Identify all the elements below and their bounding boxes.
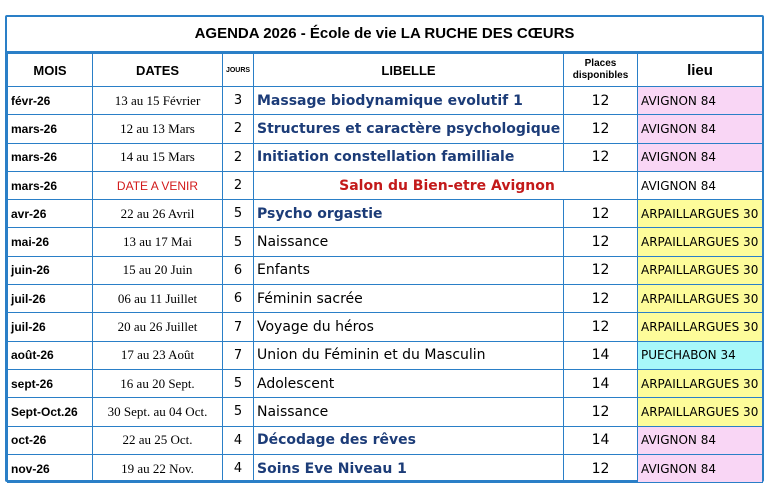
table-row	[8, 398, 763, 426]
cell-jours: 6	[223, 285, 254, 313]
cell-libelle: Salon du Bien-etre Avignon	[254, 171, 638, 199]
table-row	[8, 285, 763, 313]
cell-jours: 5	[223, 369, 254, 397]
cell-jours: 4	[223, 426, 254, 454]
cell-dates: 30 Sept. au 04 Oct.	[93, 398, 223, 426]
table-row	[8, 87, 763, 115]
cell-lieu: AVIGNON 84	[638, 454, 763, 482]
cell-dates: 06 au 11 Juillet	[93, 285, 223, 313]
header-places: Places disponibles	[564, 54, 638, 87]
header-row	[8, 54, 763, 87]
cell-jours: 4	[223, 454, 254, 482]
cell-places: 12	[564, 200, 638, 228]
cell-libelle: Féminin sacrée	[254, 285, 564, 313]
cell-libelle: Union du Féminin et du Masculin	[254, 341, 564, 369]
table-row	[8, 369, 763, 397]
cell-mois: oct-26	[8, 426, 93, 454]
cell-libelle: Décodage des rêves	[254, 426, 564, 454]
cell-libelle: Naissance	[254, 398, 564, 426]
cell-libelle: Enfants	[254, 256, 564, 284]
cell-jours: 5	[223, 200, 254, 228]
cell-jours: 5	[223, 398, 254, 426]
cell-jours: 6	[223, 256, 254, 284]
cell-places: 12	[564, 256, 638, 284]
cell-jours: 2	[223, 115, 254, 143]
cell-jours: 7	[223, 341, 254, 369]
cell-places: 12	[564, 285, 638, 313]
cell-lieu: ARPAILLARGUES 30	[638, 398, 763, 426]
cell-libelle: Naissance	[254, 228, 564, 256]
cell-places: 12	[564, 87, 638, 115]
cell-dates: 19 au 22 Nov.	[93, 454, 223, 482]
cell-mois: août-26	[8, 341, 93, 369]
cell-places: 14	[564, 426, 638, 454]
table-row	[8, 228, 763, 256]
agenda-title: AGENDA 2026 - École de vie LA RUCHE DES CŒURS	[7, 17, 762, 53]
cell-libelle: Soins Eve Niveau 1	[254, 454, 564, 482]
cell-places: 14	[564, 341, 638, 369]
header-jours: JOURS	[223, 54, 254, 87]
cell-lieu: AVIGNON 84	[638, 426, 763, 454]
header-libelle: LIBELLE	[254, 54, 564, 87]
cell-mois: juil-26	[8, 285, 93, 313]
cell-mois: juin-26	[8, 256, 93, 284]
table-row	[8, 200, 763, 228]
cell-jours: 3	[223, 87, 254, 115]
cell-mois: mars-26	[8, 143, 93, 171]
cell-places: 14	[564, 369, 638, 397]
cell-places: 12	[564, 228, 638, 256]
cell-mois: Sept-Oct.26	[8, 398, 93, 426]
cell-lieu: ARPAILLARGUES 30	[638, 256, 763, 284]
header-dates: DATES	[93, 54, 223, 87]
cell-dates: 13 au 15 Février	[93, 87, 223, 115]
table-row	[8, 426, 763, 454]
table-row	[8, 171, 763, 199]
cell-libelle: Voyage du héros	[254, 313, 564, 341]
cell-places: 12	[564, 454, 638, 482]
table-row	[8, 454, 763, 482]
cell-libelle: Initiation constellation familliale	[254, 143, 564, 171]
cell-mois: nov-26	[8, 454, 93, 482]
cell-lieu: ARPAILLARGUES 30	[638, 369, 763, 397]
cell-jours: 5	[223, 228, 254, 256]
cell-dates: 22 au 26 Avril	[93, 200, 223, 228]
cell-libelle: Structures et caractère psychologique	[254, 115, 564, 143]
cell-places: 12	[564, 398, 638, 426]
header-lieu: lieu	[638, 54, 763, 87]
cell-dates: 14 au 15 Mars	[93, 143, 223, 171]
cell-lieu: PUECHABON 34	[638, 341, 763, 369]
cell-dates: 12 au 13 Mars	[93, 115, 223, 143]
cell-dates: 16 au 20 Sept.	[93, 369, 223, 397]
cell-lieu: AVIGNON 84	[638, 171, 763, 199]
table-row	[8, 115, 763, 143]
cell-jours: 2	[223, 143, 254, 171]
table-row	[8, 143, 763, 171]
cell-dates: 17 au 23 Août	[93, 341, 223, 369]
cell-lieu: ARPAILLARGUES 30	[638, 285, 763, 313]
cell-mois: avr-26	[8, 200, 93, 228]
cell-mois: mars-26	[8, 171, 93, 199]
cell-places: 12	[564, 313, 638, 341]
cell-mois: juil-26	[8, 313, 93, 341]
cell-places: 12	[564, 143, 638, 171]
cell-lieu: ARPAILLARGUES 30	[638, 228, 763, 256]
cell-libelle: Psycho orgastie	[254, 200, 564, 228]
agenda-frame	[5, 15, 764, 482]
cell-dates: 20 au 26 Juillet	[93, 313, 223, 341]
cell-lieu: ARPAILLARGUES 30	[638, 200, 763, 228]
cell-lieu: AVIGNON 84	[638, 115, 763, 143]
cell-mois: mai-26	[8, 228, 93, 256]
cell-jours: 7	[223, 313, 254, 341]
cell-lieu: AVIGNON 84	[638, 143, 763, 171]
header-mois: MOIS	[8, 54, 93, 87]
table-row	[8, 256, 763, 284]
table-row	[8, 313, 763, 341]
cell-mois: sept-26	[8, 369, 93, 397]
cell-libelle: Adolescent	[254, 369, 564, 397]
agenda-table	[7, 53, 763, 483]
cell-dates: DATE A VENIR	[93, 171, 223, 199]
cell-libelle: Massage biodynamique evolutif 1	[254, 87, 564, 115]
cell-mois: févr-26	[8, 87, 93, 115]
cell-dates: 15 au 20 Juin	[93, 256, 223, 284]
cell-dates: 13 au 17 Mai	[93, 228, 223, 256]
cell-lieu: AVIGNON 84	[638, 87, 763, 115]
cell-places: 12	[564, 115, 638, 143]
cell-jours: 2	[223, 171, 254, 199]
cell-dates: 22 au 25 Oct.	[93, 426, 223, 454]
cell-lieu: ARPAILLARGUES 30	[638, 313, 763, 341]
table-row	[8, 341, 763, 369]
cell-mois: mars-26	[8, 115, 93, 143]
